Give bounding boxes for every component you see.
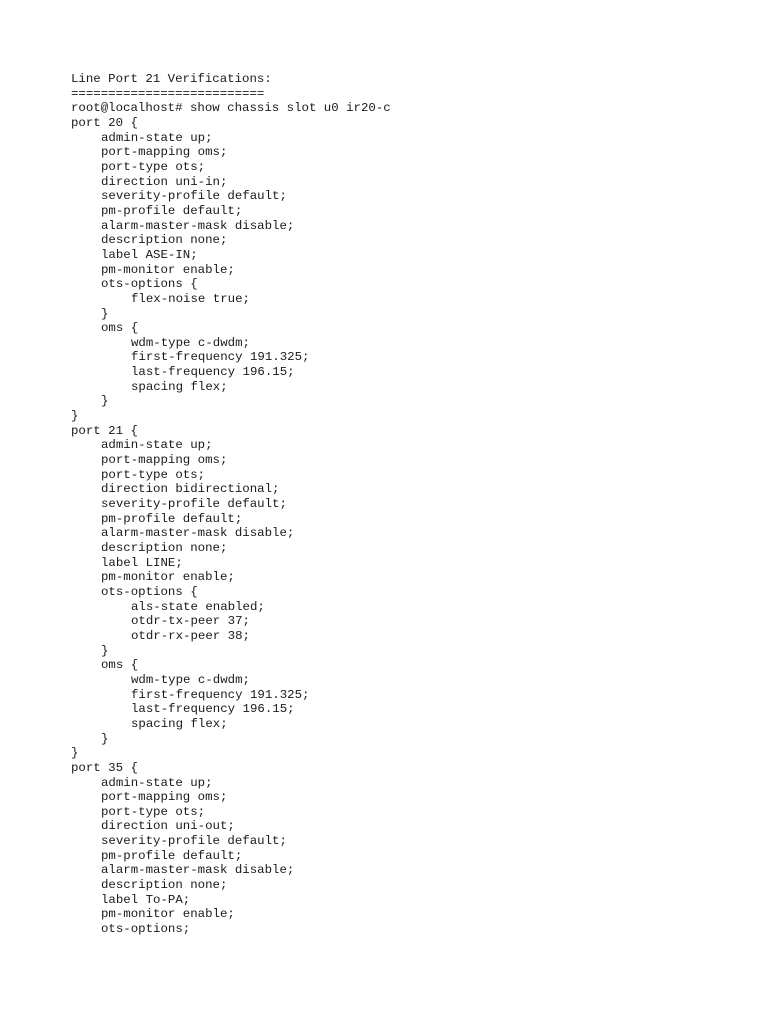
config-line: severity-profile default; [101, 189, 287, 204]
config-line: first-frequency 191.325; [131, 350, 310, 365]
config-line: port-type ots; [101, 467, 206, 482]
config-line: ots-options; [101, 922, 191, 937]
config-line: admin-state up; [101, 130, 213, 145]
config-line: } [71, 409, 79, 424]
config-line: pm-profile default; [101, 848, 243, 863]
config-line: direction bidirectional; [101, 482, 280, 497]
config-line: als-state enabled; [131, 599, 265, 614]
config-line: pm-profile default; [101, 203, 243, 218]
config-line: port-mapping oms; [101, 453, 228, 468]
config-line: port-type ots; [101, 804, 206, 819]
config-line: admin-state up; [101, 775, 213, 790]
config-line: first-frequency 191.325; [131, 687, 310, 702]
config-line: severity-profile default; [101, 497, 287, 512]
config-line: description none; [101, 233, 228, 248]
config-line: admin-state up; [101, 438, 213, 453]
config-line: port 35 { [71, 760, 138, 775]
config-line: } [101, 643, 109, 658]
config-line: spacing flex; [131, 379, 228, 394]
config-line: severity-profile default; [101, 834, 287, 849]
config-line: label LINE; [101, 555, 183, 570]
config-line: otdr-rx-peer 38; [131, 628, 250, 643]
config-line: } [101, 394, 109, 409]
config-line: oms { [101, 321, 139, 336]
config-line: alarm-master-mask disable; [101, 863, 295, 878]
config-line: alarm-master-mask disable; [101, 526, 295, 541]
config-output [71, 116, 751, 937]
config-line: port-mapping oms; [101, 145, 228, 160]
config-line: alarm-master-mask disable; [101, 218, 295, 233]
config-line: oms { [101, 658, 139, 673]
config-line: ots-options { [101, 277, 198, 292]
config-line: port 20 { [71, 115, 138, 130]
config-line: direction uni-out; [101, 819, 235, 834]
document-heading: Line Port 21 Verifications: [71, 72, 272, 86]
config-line: pm-monitor enable; [101, 907, 235, 922]
config-line: port-type ots; [101, 159, 206, 174]
config-line: wdm-type c-dwdm; [131, 672, 250, 687]
config-line: last-frequency 196.15; [131, 365, 295, 380]
config-line: port-mapping oms; [101, 790, 228, 805]
cli-output-block [71, 72, 751, 937]
config-line: pm-monitor enable; [101, 570, 235, 585]
heading-underline: ========================== [71, 86, 265, 101]
config-line: direction uni-in; [101, 174, 228, 189]
config-line: otdr-tx-peer 37; [131, 614, 250, 629]
config-line: port 21 { [71, 423, 138, 438]
cli-command-line: root@localhost# show chassis slot u0 ir20-c [71, 101, 391, 116]
config-line: spacing flex; [131, 716, 228, 731]
config-line: pm-monitor enable; [101, 262, 235, 277]
config-line: description none; [101, 878, 228, 893]
config-line: label ASE-IN; [101, 247, 198, 262]
config-line: flex-noise true; [131, 291, 250, 306]
config-line: } [101, 306, 109, 321]
config-line: } [101, 731, 109, 746]
config-line: label To-PA; [101, 892, 191, 907]
config-line: } [71, 746, 79, 761]
config-line: ots-options { [101, 584, 198, 599]
config-line: last-frequency 196.15; [131, 702, 295, 717]
config-line: description none; [101, 541, 228, 555]
config-line: wdm-type c-dwdm; [131, 335, 250, 350]
config-line: pm-profile default; [101, 511, 243, 526]
